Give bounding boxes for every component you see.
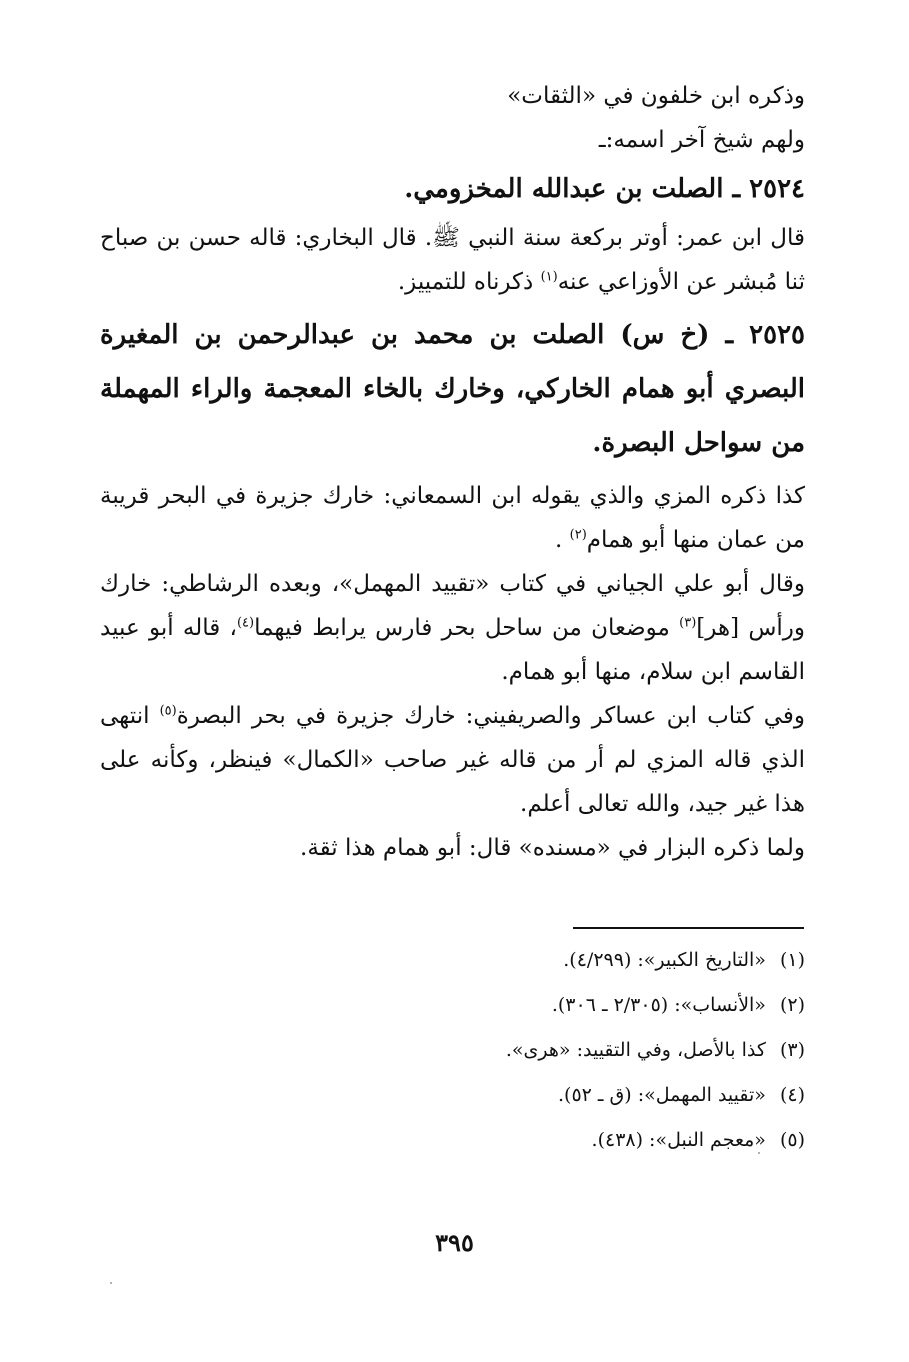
footnote-number: (٤) bbox=[779, 1084, 805, 1106]
footnote-text: «تقييد المهمل»: (ق ـ ٥٢). bbox=[558, 1084, 766, 1106]
paragraph-jayyani-part-3: ، قاله أبو عبيد القاسم ابن سلام، منها أبو همام. bbox=[100, 615, 805, 685]
entry-heading-2525: ٢٥٢٥ ـ (خ س) الصلت بن محمد بن عبدالرحمن بن المغيرة البصري أبو همام الخاركي، وخارك بالخاء المعجمة والراء المهملة من سواحل البصرة. bbox=[100, 320, 805, 458]
footnote-1 bbox=[100, 938, 805, 983]
paragraph-samani-body: كذا ذكره المزي والذي يقوله ابن السمعاني: خارك جزيرة في البحر قريبة من عمان منها أبو همام bbox=[100, 483, 805, 553]
footnote-number: (٥) bbox=[779, 1129, 805, 1151]
paragraph-jayyani-part-2: موضعان من ساحل بحر فارس يرابط فيهما bbox=[254, 615, 680, 641]
entry-2524-text bbox=[100, 216, 805, 304]
footnote-3 bbox=[100, 1028, 805, 1073]
footnote-number: (٣) bbox=[779, 1039, 805, 1061]
paragraph-samani-tail: . bbox=[555, 527, 570, 553]
footnote-text: «معجم النبل»: (٤٣٨). bbox=[591, 1129, 766, 1151]
footnote-2 bbox=[100, 983, 805, 1028]
footnote-text: «التاريخ الكبير»: (٤/٢٩٩). bbox=[563, 949, 766, 971]
footnote-5 bbox=[100, 1118, 805, 1163]
main-text bbox=[100, 74, 805, 870]
scan-speck bbox=[110, 1282, 112, 1284]
paragraph-bazzar: ولما ذكره البزار في «مسنده» قال: أبو همام هذا ثقة. bbox=[300, 835, 805, 861]
paragraph-jayyani bbox=[100, 562, 805, 694]
entry-2524-tail: ذكرناه للتمييز. bbox=[397, 269, 541, 295]
paragraph-ibn-asakir-part-2: انتهى الذي قاله المزي لم أر من قاله غير صاحب «الكمال» فينظر، وكأنه على هذا غير جيد، والله تعالى أعلم. bbox=[100, 703, 805, 817]
footnote-4 bbox=[100, 1073, 805, 1118]
footnote-number: (١) bbox=[779, 949, 805, 971]
footnote-ref-3: (٣) bbox=[679, 615, 697, 631]
footnote-number: (٢) bbox=[779, 994, 805, 1016]
paragraph-jayyani-part-1: وقال أبو علي الجياني في كتاب «تقييد المهمل»، وبعده الرشاطي: خارك ورأس [هر] bbox=[100, 571, 805, 641]
entry-heading-2524: ٢٥٢٤ ـ الصلت بن عبدالله المخزومي. bbox=[404, 174, 805, 204]
footnote-divider bbox=[573, 927, 804, 929]
footnote-ref-2: (٢) bbox=[569, 527, 587, 543]
paragraph-samani bbox=[100, 474, 805, 562]
intro-line-1: وذكره ابن خلفون في «الثقات» bbox=[507, 83, 805, 109]
paragraph-ibn-asakir-part-1: وفي كتاب ابن عساكر والصريفيني: خارك جزيرة في بحر البصرة bbox=[176, 703, 805, 729]
paragraph-ibn-asakir bbox=[100, 694, 805, 826]
scan-speck bbox=[758, 1152, 760, 1154]
footnote-text: «الأنساب»: (٢/٣٠٥ ـ ٣٠٦). bbox=[551, 994, 766, 1016]
footnote-ref-4: (٤) bbox=[236, 615, 255, 631]
footnote-ref-5: (٥) bbox=[159, 703, 177, 719]
intro-line-2: ولهم شيخ آخر اسمه:ـ bbox=[598, 127, 805, 153]
footnote-text: كذا بالأصل، وفي التقييد: «هرى». bbox=[505, 1039, 766, 1061]
footnote-ref-1: (١) bbox=[540, 269, 558, 285]
entry-2524-body: قال ابن عمر: أوتر بركعة سنة النبي ﷺ. قال البخاري: قاله حسن بن صباح ثنا مُبشر عن الأوزاعي عنه bbox=[100, 225, 805, 295]
footnotes bbox=[100, 938, 805, 1163]
page-number: ٣٩٥ bbox=[435, 1228, 474, 1257]
